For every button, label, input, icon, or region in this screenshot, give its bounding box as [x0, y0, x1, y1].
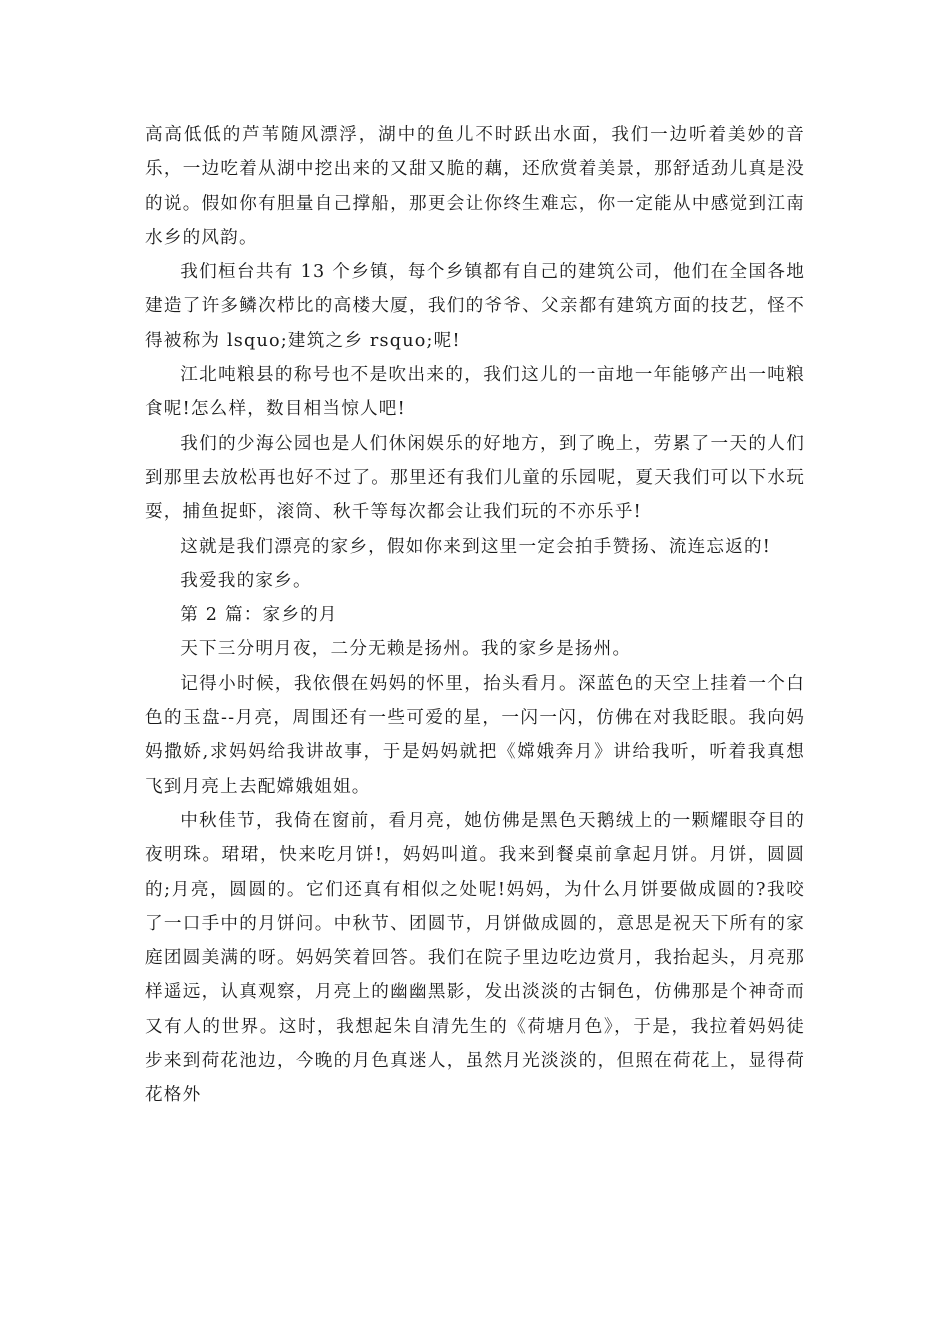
paragraph-9: 中秋佳节，我倚在窗前，看月亮，她仿佛是黑色天鹅绒上的一颗耀眼夺目的夜明珠。珺珺，快来吃月饼!，妈妈叫道。我来到餐桌前拿起月饼。月饼，圆圆的;月亮，圆圆的。它们还真有相似之处呢!妈妈，为什么月饼要做成圆的?我咬了一口手中的月饼问。中秋节、团圆节，月饼做成圆的，意思是祝天下所有的家庭团圆美满的呀。妈妈笑着回答。我们在院子里边吃边赏月，我抬起头，月亮那样遥远，认真观察，月亮上的幽幽黑影，发出淡淡的古铜色，仿佛那是个神奇而又有人的世界。这时，我想起朱自清先生的《荷塘月色》，于是，我拉着妈妈徒步来到荷花池边，今晚的月色真迷人，虽然月光淡淡的，但照在荷花上，显得荷花格外 [145, 810, 805, 1106]
section-heading: 第 2 篇：家乡的月 [180, 605, 338, 626]
paragraph-4: 我们的少海公园也是人们休闲娱乐的好地方，到了晚上，劳累了一天的人们到那里去放松再也好不过了。那里还有我们儿童的乐园呢，夏天我们可以下水玩耍，捕鱼捉虾，滚筒、秋千等每次都会让我们玩的不亦乐乎! [145, 433, 805, 523]
paragraph-6: 我爱我的家乡。 [180, 570, 312, 591]
paragraph-5: 这就是我们漂亮的家乡，假如你来到这里一定会拍手赞扬、流连忘返的! [180, 536, 772, 557]
paragraph-7: 天下三分明月夜，二分无赖是扬州。我的家乡是扬州。 [180, 639, 632, 660]
paragraph-3: 江北吨粮县的称号也不是吹出来的，我们这儿的一亩地一年能够产出一吨粮食呢!怎么样，数目相当惊人吧! [145, 365, 805, 420]
paragraph-1: 高高低低的芦苇随风漂浮，湖中的鱼儿不时跃出水面，我们一边听着美妙的音乐，一边吃着从湖中挖出来的又甜又脆的藕，还欣赏着美景，那舒适劲儿真是没的说。假如你有胆量自己撑船，那更会让你终生难忘，你一定能从中感觉到江南水乡的风韵。 [145, 125, 805, 248]
paragraph-2: 我们桓台共有 13 个乡镇，每个乡镇都有自己的建筑公司，他们在全国各地建造了许多鳞次栉比的高楼大厦，我们的爷爷、父亲都有建筑方面的技艺，怪不得被称为 lsquo;建筑之乡 rsquo;呢! [145, 262, 805, 351]
paragraph-8: 记得小时候，我依偎在妈妈的怀里，抬头看月。深蓝色的天空上挂着一个白色的玉盘--月亮，周围还有一些可爱的星，一闪一闪，仿佛在对我眨眼。我向妈妈撒娇,求妈妈给我讲故事，于是妈妈就把《嫦娥奔月》讲给我听，听着我真想飞到月亮上去配嫦娥姐姐。 [145, 673, 805, 797]
document-body [145, 118, 805, 1113]
